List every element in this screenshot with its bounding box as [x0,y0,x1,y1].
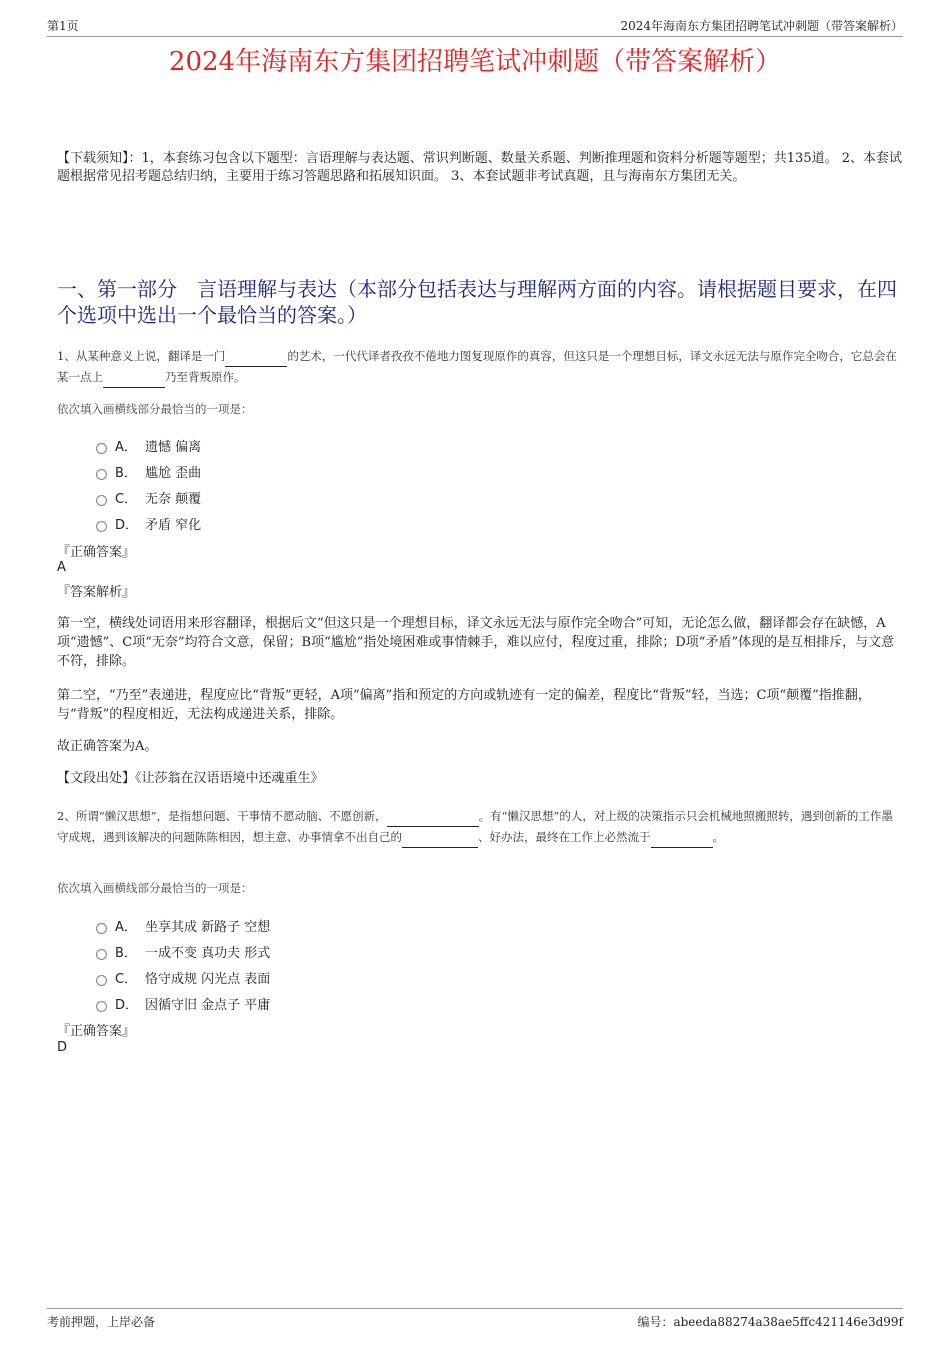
answer-label: 『正确答案』 [57,1024,136,1039]
question-1-text: 1、从某种意义上说，翻译是一门 的艺术，一代代译者孜孜不倦地力图复现原作的真容，但这只是一个理想目标，译文永远无法与原作完全吻合，它总会在某一点上 乃至背叛原作。 [57,346,903,388]
radio-icon[interactable] [96,443,107,454]
option-d[interactable]: D． 矛盾 窄化 [96,510,201,536]
section-heading: 一、第一部分 言语理解与表达（本部分包括表达与理解两方面的内容。请根据题目要求，在四个选项中选出一个最恰当的答案。） [57,277,897,327]
question-2-options [96,912,270,1016]
radio-icon[interactable] [96,495,107,506]
page-footer [47,1308,903,1330]
footer-slogan: 考前押题，上岸必备 [47,1315,156,1329]
analysis-label: 『答案解析』 [57,585,136,600]
blank-line [651,833,713,848]
page-header [47,14,903,37]
question-1-options [96,432,201,536]
option-b[interactable]: B． 尴尬 歪曲 [96,458,201,484]
radio-icon[interactable] [96,923,107,934]
radio-icon[interactable] [96,521,107,532]
option-c[interactable]: C． 恪守成规 闪光点 表面 [96,964,270,990]
question-2-prompt: 依次填入画横线部分最恰当的一项是： [57,881,253,895]
page-number: 第1页 [47,19,79,33]
analysis-paragraph: 第二空，“乃至”表递进，程度应比“背叛”更轻，A项“偏离”指和预定的方向或轨迹有一定的偏差，程度比“背叛”轻，当选；C项“颠覆”指推翻，与“背叛”的程度相近，无法构成递进关系，排除。 [57,688,871,722]
download-notice: 【下载须知】：1，本套练习包含以下题型：言语理解与表达题、常识判断题、数量关系题、判断推理题和资料分析题等题型；共135道。 2、本套试题根据常见招考题总结归纳，主要用于练习答题思路和拓展知识面。 3、本套试题非考试真题，且与海南东方集团无关。 [57,151,902,184]
radio-icon[interactable] [96,469,107,480]
header-doc-title: 2024年海南东方集团招聘笔试冲刺题（带答案解析） [620,19,903,33]
option-c[interactable]: C． 无奈 颠覆 [96,484,201,510]
document-title: 2024年海南东方集团招聘笔试冲刺题（带答案解析） [168,47,782,77]
radio-icon[interactable] [96,1001,107,1012]
option-a[interactable]: A． 遗憾 偏离 [96,432,201,458]
answer-value: D [57,1040,68,1055]
question-1-prompt: 依次填入画横线部分最恰当的一项是： [57,402,253,416]
option-d[interactable]: D． 因循守旧 金点子 平庸 [96,990,270,1016]
source-citation: 【文段出处】《让莎翁在汉语语境中还魂重生》 [57,771,324,786]
option-b[interactable]: B． 一成不变 真功夫 形式 [96,938,270,964]
analysis-paragraph: 第一空，横线处词语用来形容翻译，根据后文“但这只是一个理想目标，译文永远无法与原作完全吻合”可知，无论怎么做，翻译都会存在缺憾，A项“遗憾”、C项“无奈”均符合文意，保留；B项“尴尬”指处境困难或事情棘手，难以应付，程度过重，排除；D项“矛盾”体现的是互相排斥，与文意不符，排除。 [57,616,895,669]
document-id: 编号：abeeda88274a38ae5ffc421146e3d99f [637,1315,903,1329]
question-2-text: 2、所谓“懒汉思想”，是指想问题、干事情不愿动脑、不愿创新， 。有“懒汉思想”的人，对上级的决策指示只会机械地照搬照转，遇到创新的工作墨守成规，遇到该解决的问题陈陈相因，想主意、办事情拿不出自己的 、好办法，最终在工作上必然流于 。 [57,806,903,848]
blank-line [103,373,165,388]
radio-icon[interactable] [96,949,107,960]
blank-line [387,812,479,827]
analysis-conclusion: 故正确答案为A。 [57,739,158,754]
option-a[interactable]: A． 坐享其成 新路子 空想 [96,912,270,938]
answer-value: A [57,560,66,575]
blank-line [225,352,287,367]
blank-line [402,833,478,848]
answer-label: 『正确答案』 [57,545,136,560]
radio-icon[interactable] [96,975,107,986]
